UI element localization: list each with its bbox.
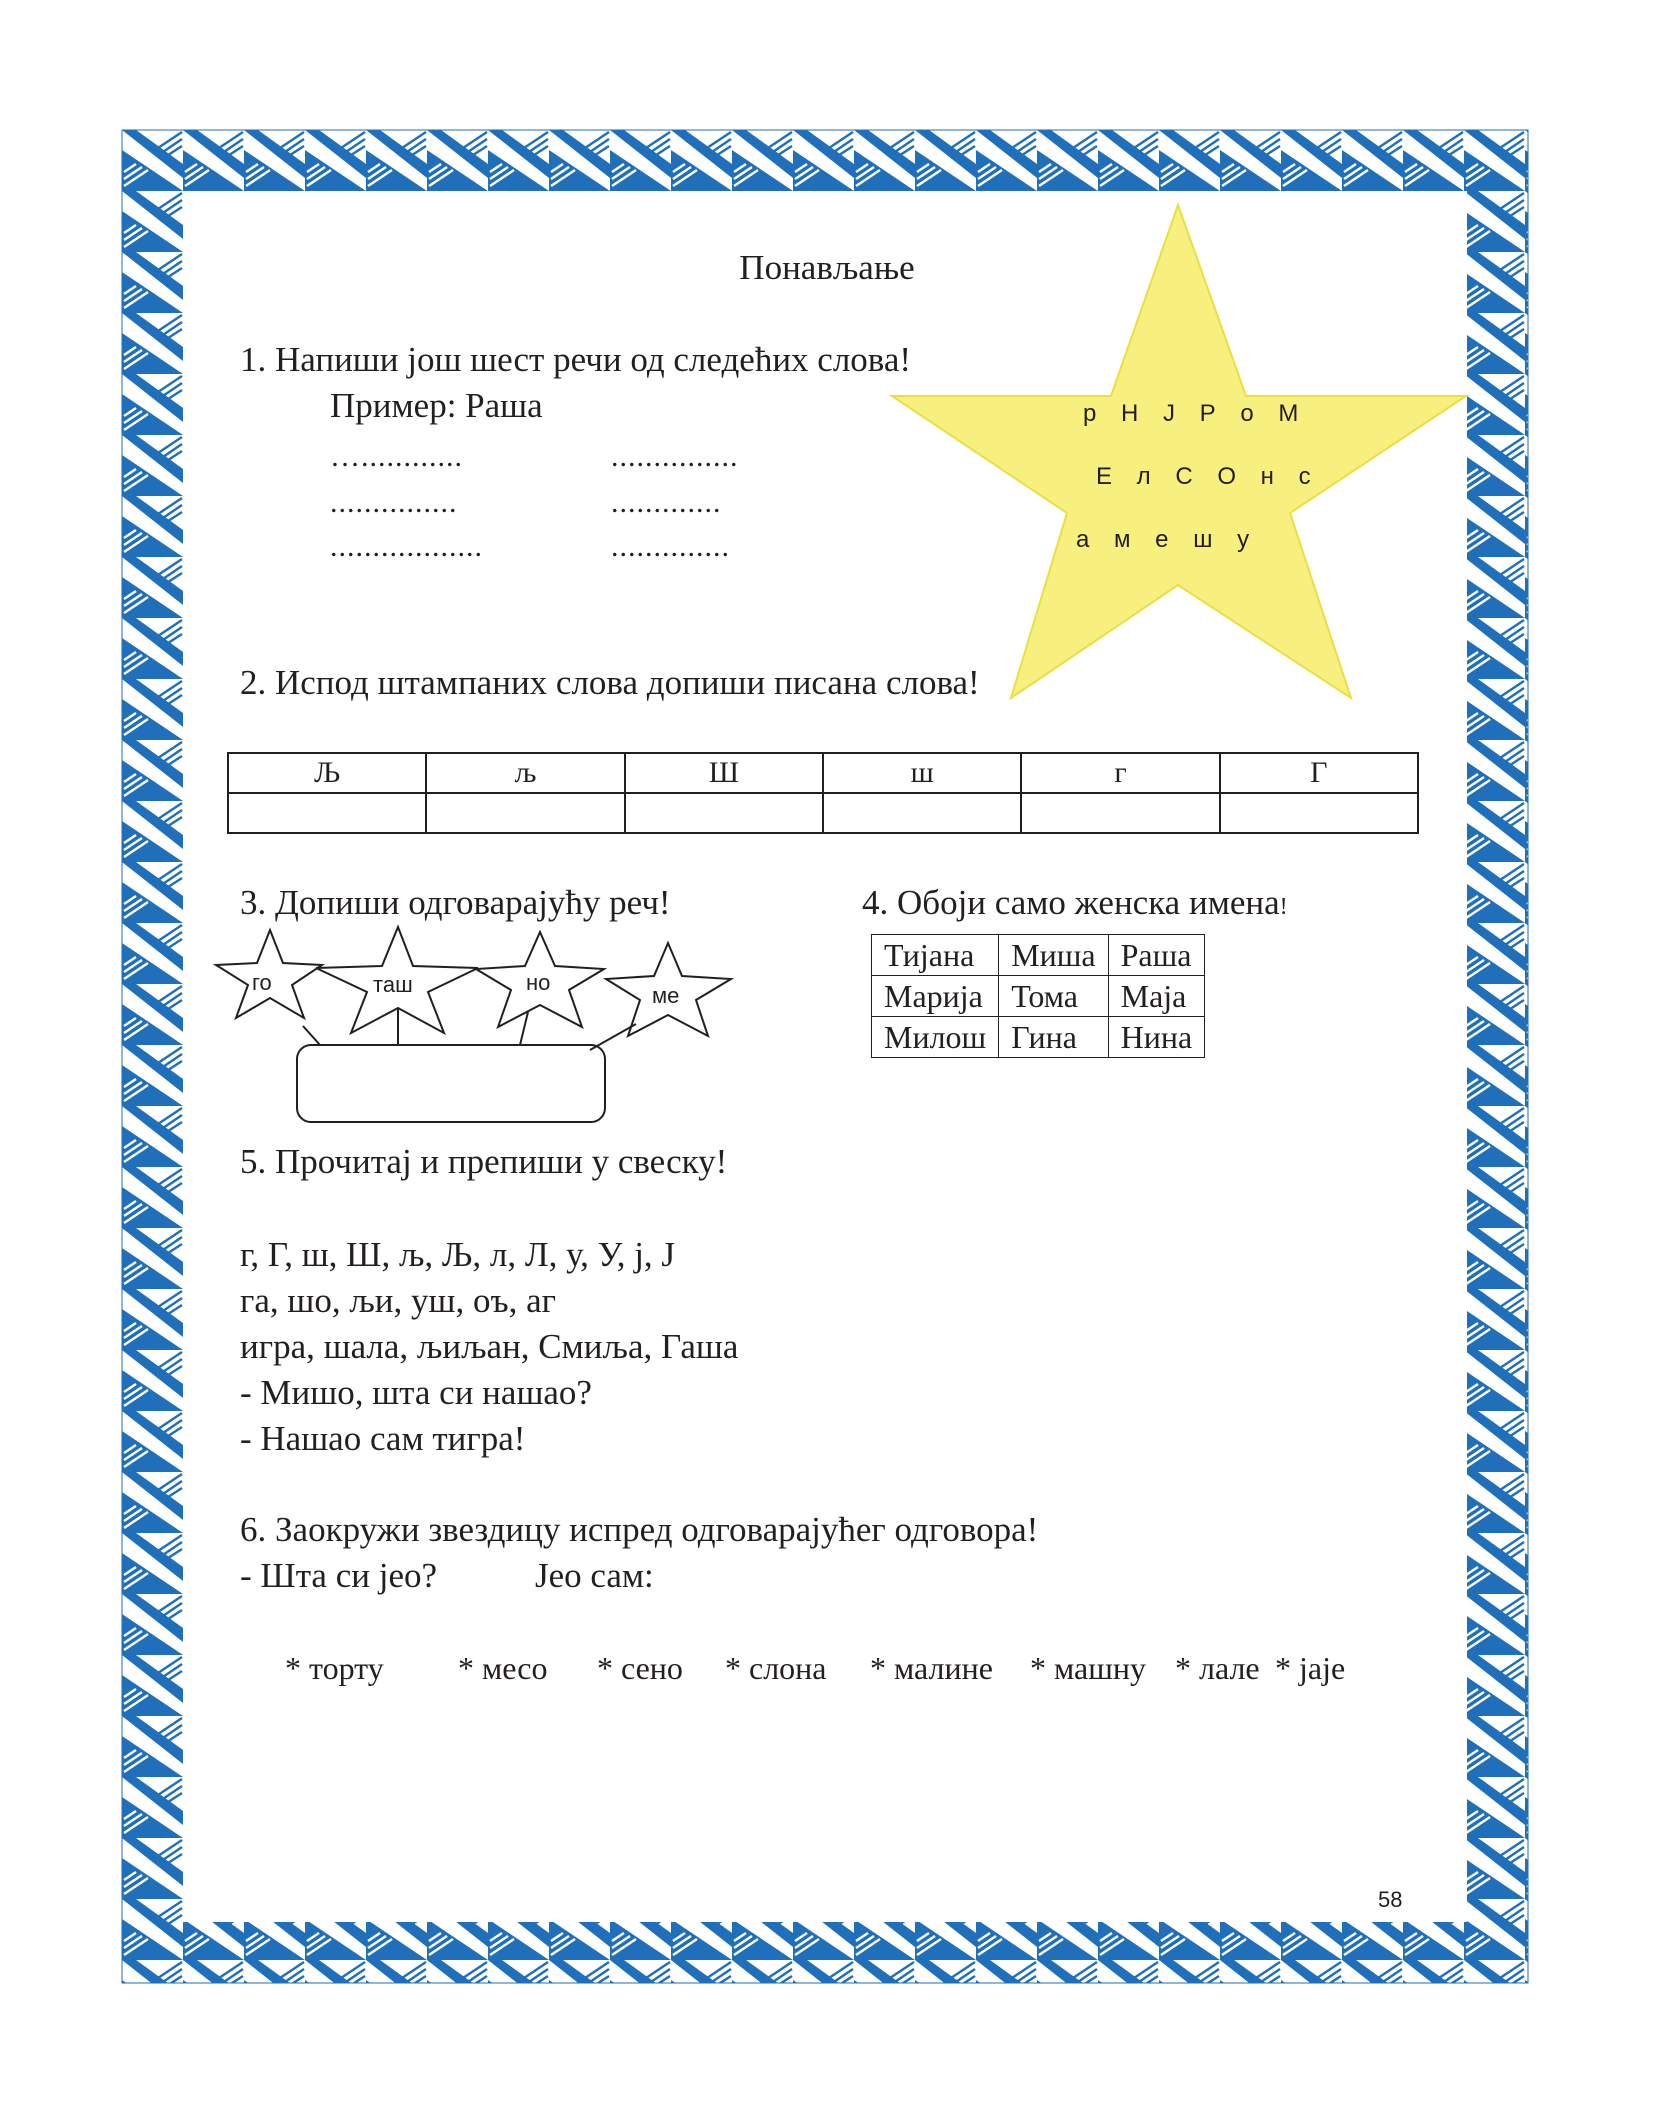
answer-option[interactable]: * слона [725, 1650, 827, 1686]
write-cell[interactable] [823, 793, 1021, 833]
task3-heading: 3. Допиши одговарајућу реч! [240, 883, 671, 922]
syllable: таш [373, 972, 413, 997]
name-cell[interactable]: Миша [999, 935, 1108, 976]
blank-line[interactable]: ............... [611, 440, 739, 473]
answer-option[interactable]: * јаје [1275, 1650, 1346, 1686]
answer-option[interactable]: * лале [1175, 1650, 1260, 1686]
blank-line[interactable]: .............. [611, 530, 730, 563]
name-cell[interactable]: Раша [1108, 935, 1205, 976]
write-cell[interactable] [228, 793, 426, 833]
name-cell[interactable]: Марија [872, 976, 999, 1017]
task1-heading: 1. Напиши још шест речи од следећих слова! [240, 340, 912, 379]
task5-heading: 5. Прочитај и препиши у свеску! [240, 1142, 728, 1181]
answer-option[interactable]: * малине [870, 1650, 993, 1686]
page-title: Понављање [739, 248, 915, 287]
task1-example: Пример: Раша [330, 386, 543, 425]
name-cell[interactable]: Маја [1108, 976, 1205, 1017]
blank-line[interactable]: …............ [330, 440, 463, 473]
syllable: но [526, 970, 551, 995]
star-letters-row: а м е ш у [1076, 526, 1254, 553]
star-letters-row: р Н Ј Р о М [1083, 400, 1303, 427]
name-cell[interactable]: Нина [1108, 1017, 1205, 1058]
printed-letter: љ [426, 753, 624, 793]
answer-option[interactable]: * месо [458, 1650, 548, 1686]
reading-line: га, шо, љи, уш, оъ, аг [240, 1281, 556, 1320]
printed-letter: Ш [625, 753, 823, 793]
task6-question: - Шта си јео? [240, 1556, 438, 1595]
star-letters-row: Е л С О н с [1096, 463, 1315, 490]
name-cell[interactable]: Милош [872, 1017, 999, 1058]
syllable: ме [652, 983, 680, 1008]
page-number: 58 [1378, 1887, 1403, 1912]
write-cell[interactable] [1021, 793, 1219, 833]
printed-letter: Љ [228, 753, 426, 793]
reading-line: - Нашао сам тигра! [240, 1419, 526, 1458]
reading-line: - Мишо, шта си нашао? [240, 1373, 592, 1412]
write-cell[interactable] [625, 793, 823, 833]
reading-line: игра, шала, љиљан, Смиља, Гаша [240, 1327, 739, 1366]
name-cell[interactable]: Тома [999, 976, 1108, 1017]
answer-option[interactable]: * сено [597, 1650, 683, 1686]
answer-option[interactable]: * торту [285, 1650, 384, 1686]
write-cell[interactable] [1220, 793, 1418, 833]
blank-line[interactable]: .................. [330, 530, 483, 563]
task6-heading: 6. Заокружи звездицу испред одговарајућег одговора! [240, 1510, 1039, 1549]
names-table [871, 934, 1205, 1058]
letters-table [227, 752, 1419, 834]
reading-line: г, Г, ш, Ш, љ, Љ, л, Л, у, У, ј, Ј [240, 1235, 676, 1274]
printed-letter: Г [1220, 753, 1418, 793]
blank-line[interactable]: ............... [330, 486, 458, 519]
blank-line[interactable]: ............. [611, 486, 722, 519]
task2-heading: 2. Испод штампаних слова допиши писана слова! [240, 663, 980, 702]
name-cell[interactable]: Гина [999, 1017, 1108, 1058]
task4-heading: 4. Обоји само женска имена! [862, 883, 1288, 922]
write-cell[interactable] [426, 793, 624, 833]
name-cell[interactable]: Тијана [872, 935, 999, 976]
syllable: го [252, 970, 272, 995]
answer-option[interactable]: * машну [1030, 1650, 1146, 1686]
printed-letter: г [1021, 753, 1219, 793]
printed-letter: ш [823, 753, 1021, 793]
task6-answer-prefix: Јео сам: [535, 1556, 654, 1595]
